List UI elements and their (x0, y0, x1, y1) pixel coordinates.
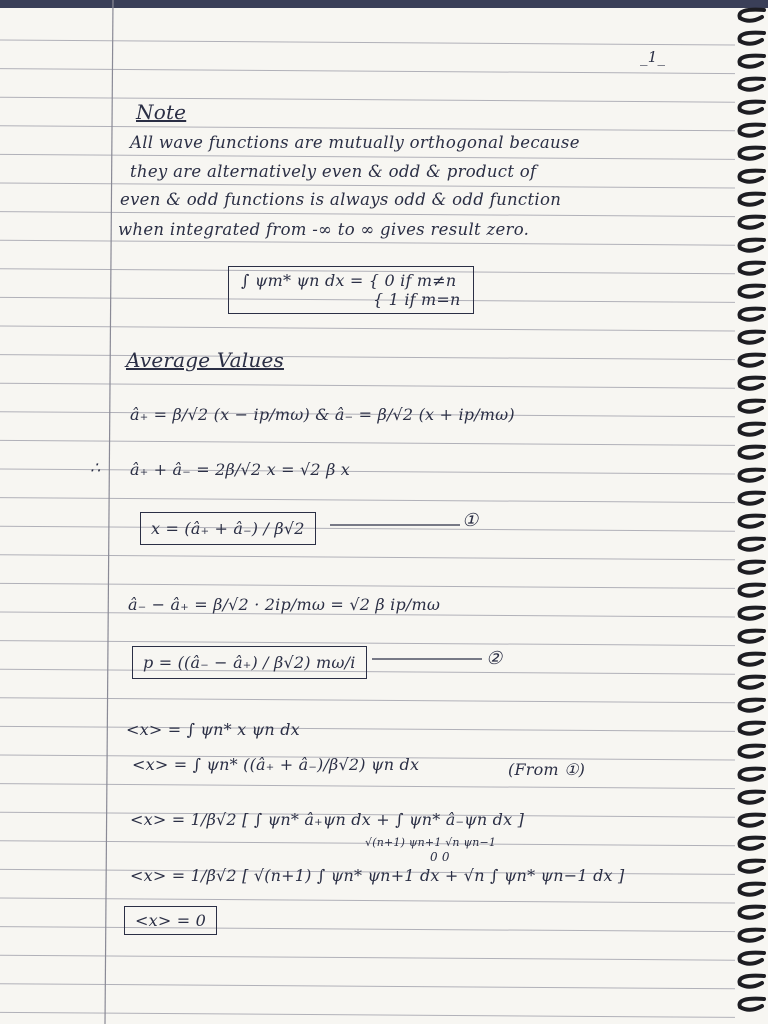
spiral-ring (740, 976, 765, 987)
spiral-ring (740, 999, 765, 1010)
ruled-line (0, 126, 735, 131)
spiral-ring (740, 792, 765, 803)
spiral-ring (740, 585, 765, 596)
spiral-ring (740, 171, 765, 182)
expectation-line-2: <x> = ∫ ψn* ((â₊ + â₋)/β√2) ψn dx (132, 755, 420, 774)
ruled-line (0, 440, 735, 445)
orthogonality-line-1: ∫ ψm* ψn dx = { 0 if m≠n (241, 271, 457, 290)
eq-a-plus-minus: â₊ = β/√2 (x − ip/mω) & â₋ = β/√2 (x + ip/mω) (130, 405, 515, 424)
expectation-line-3: <x> = 1/β√2 [ ∫ ψn* â₊ψn dx + ∫ ψn* â₋ψn dx ] (130, 810, 525, 829)
eq-sum: â₊ + â₋ = 2β/√2 x = √2 β x (130, 460, 351, 479)
ruled-line (0, 97, 735, 102)
spiral-ring (740, 125, 765, 136)
spiral-ring (740, 677, 765, 688)
ruled-line (0, 212, 735, 217)
spiral-ring (740, 631, 765, 642)
spiral-ring (740, 447, 765, 458)
ruled-line (0, 154, 735, 159)
ruled-line (0, 1012, 735, 1017)
arrow-line-2 (372, 654, 482, 664)
spiral-ring (740, 240, 765, 251)
spiral-ring (740, 769, 765, 780)
spiral-ring (740, 378, 765, 389)
spiral-ring (740, 401, 765, 412)
spiral-ring (740, 355, 765, 366)
spiral-binding (728, 0, 768, 1024)
ruled-line (0, 469, 735, 474)
spiral-ring (740, 953, 765, 964)
ruled-line (0, 784, 735, 789)
spiral-ring (740, 424, 765, 435)
ruled-line (0, 898, 735, 903)
expectation-line-4: <x> = 1/β√2 [ √(n+1) ∫ ψn* ψn+1 dx + √n ∫ ψn* ψn−1 dx ] (130, 866, 625, 885)
ruled-line (0, 69, 735, 74)
spiral-ring (740, 539, 765, 550)
spiral-ring (740, 493, 765, 504)
spiral-ring (740, 148, 765, 159)
from-reference-note: (From ①) (508, 760, 586, 779)
eq-x-result: x = (â₊ + â₋) / β√2 (140, 512, 316, 545)
therefore-symbol: ∴ (90, 458, 101, 477)
spiral-ring (740, 79, 765, 90)
spiral-ring (740, 562, 765, 573)
spiral-ring (740, 838, 765, 849)
spiral-ring (740, 309, 765, 320)
spiral-ring (740, 884, 765, 895)
expectation-line-4-zeros: 0 0 (430, 850, 450, 864)
ruled-line (0, 955, 735, 960)
spiral-ring (740, 723, 765, 734)
note-line-3: even & odd functions is always odd & odd function (120, 190, 562, 209)
spiral-ring (740, 815, 765, 826)
ruled-line (0, 641, 735, 646)
spiral-ring (740, 516, 765, 527)
orthogonality-box (228, 266, 474, 314)
orthogonality-line-2: { 1 if m=n (373, 290, 461, 309)
spiral-ring (740, 907, 765, 918)
spiral-ring (740, 654, 765, 665)
eq-tag-2: ② (486, 648, 503, 669)
spiral-ring (740, 33, 765, 44)
spiral-ring (740, 470, 765, 481)
ruled-line (0, 984, 735, 989)
ruled-line (0, 240, 735, 245)
ruled-line (0, 698, 735, 703)
note-line-1: All wave functions are mutually orthogonal because (130, 133, 580, 152)
spiral-ring (740, 286, 765, 297)
note-heading: Note (136, 100, 187, 124)
eq-difference: â₋ − â₊ = β/√2 · 2ip/mω = √2 β ip/mω (128, 595, 441, 614)
ruled-line (0, 927, 735, 932)
ruled-line (0, 40, 735, 45)
spiral-ring (740, 10, 765, 21)
spiral-ring (740, 217, 765, 228)
page-number: _1_ (640, 48, 666, 66)
ruled-line (0, 669, 735, 674)
ruled-line (0, 583, 735, 588)
spiral-ring (740, 263, 765, 274)
ruled-line (0, 183, 735, 188)
expectation-line-3-sub: √(n+1) ψn+1 √n ψn−1 (365, 836, 497, 849)
spiral-ring (740, 332, 765, 343)
expectation-line-1: <x> = ∫ ψn* x ψn dx (126, 720, 300, 739)
eq-tag-1: ① (462, 510, 479, 531)
spiral-ring (740, 746, 765, 757)
eq-p-result: p = ((â₋ − â₊) / β√2) mω/i (132, 646, 367, 679)
note-line-4: when integrated from -∞ to ∞ gives result zero. (118, 220, 530, 239)
spiral-ring (740, 194, 765, 205)
note-line-2: they are alternatively even & odd & product of (130, 162, 537, 181)
average-values-heading: Average Values (126, 348, 284, 372)
ruled-line (0, 726, 735, 731)
spiral-ring (740, 102, 765, 113)
spiral-ring (740, 861, 765, 872)
spiral-ring (740, 56, 765, 67)
final-result: <x> = 0 (124, 906, 217, 935)
arrow-line-1 (330, 520, 460, 530)
spiral-ring (740, 700, 765, 711)
ruled-line (0, 498, 735, 503)
spiral-ring (740, 930, 765, 941)
ruled-line (0, 555, 735, 560)
spiral-ring (740, 608, 765, 619)
